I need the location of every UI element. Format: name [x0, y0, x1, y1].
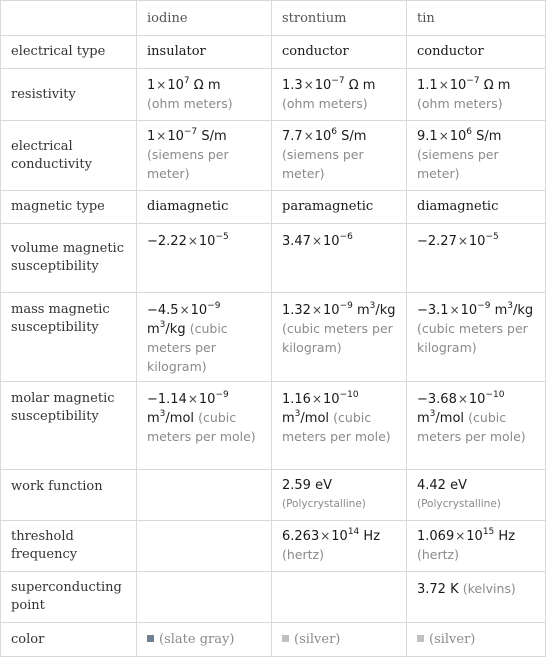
- unit-exponent: 3: [429, 409, 436, 419]
- mantissa: −2.22: [147, 234, 187, 249]
- base-ten: 10: [167, 77, 184, 93]
- unit-description: (cubic meters per kilogram): [417, 321, 528, 355]
- cell-tin: diamagnetic: [407, 191, 546, 224]
- base-ten: 10: [314, 77, 332, 93]
- cell-tin: [407, 293, 546, 382]
- unit: Ω m: [193, 77, 221, 93]
- mantissa: 1.069: [417, 529, 455, 544]
- header-iodine: iodine: [137, 1, 272, 36]
- cell-tin: [407, 470, 546, 521]
- row-electrical-type: [1, 36, 546, 69]
- unit-exponent: 3: [507, 301, 514, 311]
- cell-tin: [407, 382, 546, 470]
- base-ten: 10: [190, 303, 208, 318]
- unit: S/m: [476, 129, 502, 144]
- mantissa: 1: [147, 129, 156, 144]
- unit-description: (ohm meters): [147, 95, 233, 111]
- cell-tin: [407, 623, 546, 657]
- unit: m: [282, 411, 295, 426]
- times-sign: ×: [187, 234, 198, 248]
- row-label: volume magnetic susceptibility: [1, 224, 137, 293]
- times-sign: ×: [311, 303, 323, 317]
- color-name: (slate gray): [159, 631, 235, 647]
- cell-tin: [407, 121, 546, 191]
- times-sign: ×: [438, 77, 449, 92]
- mantissa: 1.1: [417, 77, 438, 93]
- unit-denominator: /mol: [300, 411, 330, 426]
- unit-description: (cubic meters per mole): [282, 410, 391, 444]
- row-label: mass magnetic susceptibility: [1, 293, 137, 382]
- header-row: [1, 1, 546, 36]
- cell-strontium: [272, 293, 407, 382]
- base-ten: 10: [468, 234, 486, 249]
- times-sign: ×: [311, 234, 323, 248]
- row-label: electrical conductivity: [1, 121, 137, 191]
- times-sign: ×: [311, 392, 323, 406]
- cell-tin: [407, 521, 546, 572]
- times-sign: ×: [457, 234, 468, 248]
- unit: m: [356, 303, 370, 318]
- color-swatch: [147, 635, 154, 642]
- times-sign: ×: [320, 529, 331, 543]
- times-sign: ×: [449, 303, 460, 317]
- unit-description: (hertz): [282, 547, 324, 562]
- row-mass-magnetic-susceptibility: [1, 293, 546, 382]
- exponent: −7: [183, 127, 198, 137]
- cell-tin: [407, 224, 546, 293]
- unit: S/m: [201, 129, 227, 144]
- base-ten: 10: [167, 129, 184, 144]
- unit-description: (ohm meters): [282, 95, 368, 111]
- unit-description: (hertz): [417, 547, 459, 562]
- exponent: −7: [466, 75, 480, 86]
- row-work-function: [1, 470, 546, 521]
- cell-strontium: [272, 224, 407, 293]
- times-sign: ×: [438, 129, 449, 143]
- times-sign: ×: [455, 529, 466, 543]
- unit: m: [417, 411, 430, 426]
- times-sign: ×: [179, 303, 190, 317]
- unit: K: [450, 582, 459, 597]
- unit-description: (cubic meters per kilogram): [282, 321, 393, 355]
- base-ten: 10: [460, 303, 478, 318]
- mantissa: 1: [147, 77, 156, 93]
- header-empty-cell: [1, 1, 137, 36]
- mantissa: 1.16: [282, 392, 311, 407]
- row-superconducting-point: [1, 572, 546, 623]
- color-swatch: [282, 635, 289, 642]
- times-sign: ×: [303, 129, 314, 143]
- unit-description: (siemens per meter): [417, 147, 499, 181]
- unit-description: (kelvins): [462, 581, 516, 596]
- base-ten: 10: [198, 234, 216, 249]
- header-tin: tin: [407, 1, 546, 36]
- exponent: −9: [477, 301, 491, 311]
- row-electrical-conductivity: [1, 121, 546, 191]
- row-volume-magnetic-susceptibility: [1, 224, 546, 293]
- cell-strontium: [272, 623, 407, 657]
- base-ten: 10: [468, 392, 486, 407]
- unit-denominator: /mol: [435, 411, 465, 426]
- times-sign: ×: [156, 77, 167, 92]
- value: 2.59: [282, 478, 311, 493]
- cell-strontium: conductor: [272, 36, 407, 69]
- cell-tin: conductor: [407, 36, 546, 69]
- unit-description: (cubic meters per mole): [417, 410, 526, 444]
- unit: m: [147, 411, 160, 426]
- exponent: 6: [466, 127, 473, 137]
- value: 4.42: [417, 478, 446, 493]
- cell-strontium: paramagnetic: [272, 191, 407, 224]
- cell-strontium: [272, 121, 407, 191]
- exponent: 6: [331, 127, 338, 137]
- value: 3.72: [417, 582, 446, 597]
- note: (Polycrystalline): [417, 498, 501, 510]
- base-ten: 10: [323, 303, 340, 318]
- cell-iodine: [137, 224, 272, 293]
- cell-strontium: [272, 382, 407, 470]
- row-magnetic-type: [1, 191, 546, 224]
- mantissa: −1.14: [147, 392, 187, 407]
- exponent: −6: [339, 232, 353, 242]
- exponent: −7: [331, 75, 345, 86]
- unit-description: (siemens per meter): [282, 147, 364, 181]
- exponent: −9: [207, 301, 221, 311]
- color-name: (silver): [294, 631, 341, 647]
- cell-iodine: insulator: [137, 36, 272, 69]
- exponent: 15: [482, 527, 495, 537]
- exponent: −9: [215, 390, 229, 400]
- mantissa: 1.3: [282, 77, 303, 93]
- times-sign: ×: [156, 129, 167, 143]
- base-ten: 10: [323, 392, 340, 407]
- exponent: 14: [347, 527, 360, 537]
- unit-exponent: 3: [369, 301, 376, 311]
- mantissa: −3.68: [417, 392, 457, 407]
- row-threshold-frequency: [1, 521, 546, 572]
- row-label: threshold frequency: [1, 521, 137, 572]
- cell-iodine: [137, 121, 272, 191]
- exponent: 7: [183, 75, 190, 86]
- cell-strontium: [272, 470, 407, 521]
- cell-tin: [407, 69, 546, 121]
- row-label: superconducting point: [1, 572, 137, 623]
- base-ten: 10: [466, 529, 483, 544]
- unit-exponent: 3: [159, 320, 166, 330]
- row-label: work function: [1, 470, 137, 521]
- row-label: magnetic type: [1, 191, 137, 224]
- unit: m: [494, 303, 508, 318]
- mantissa: 7.7: [282, 129, 303, 144]
- base-ten: 10: [449, 77, 467, 93]
- unit-exponent: 3: [294, 409, 301, 419]
- row-color: [1, 623, 546, 657]
- row-molar-magnetic-susceptibility: [1, 382, 546, 470]
- exponent: −5: [215, 232, 229, 242]
- cell-iodine: [137, 470, 272, 521]
- unit-denominator: /kg: [375, 303, 396, 318]
- cell-strontium: [272, 572, 407, 623]
- mantissa: 6.263: [282, 529, 320, 544]
- exponent: −10: [485, 390, 505, 400]
- unit: S/m: [341, 129, 367, 144]
- cell-iodine: diamagnetic: [137, 191, 272, 224]
- unit-denominator: /kg: [165, 322, 186, 337]
- mantissa: −2.27: [417, 234, 457, 249]
- base-ten: 10: [314, 129, 332, 144]
- row-label: molar magnetic susceptibility: [1, 382, 137, 470]
- unit-description: (siemens per meter): [147, 147, 229, 181]
- unit-description: (cubic meters per mole): [147, 410, 256, 444]
- mantissa: −3.1: [417, 303, 449, 318]
- cell-iodine: [137, 293, 272, 382]
- cell-iodine: [137, 572, 272, 623]
- row-label: color: [1, 623, 137, 657]
- exponent: −9: [339, 301, 353, 311]
- unit: Ω m: [348, 77, 376, 93]
- base-ten: 10: [331, 529, 348, 544]
- color-swatch: [417, 635, 424, 642]
- cell-strontium: [272, 69, 407, 121]
- color-name: (silver): [429, 631, 476, 647]
- mantissa: 3.47: [282, 234, 311, 249]
- unit: m: [147, 322, 160, 337]
- cell-iodine: [137, 69, 272, 121]
- cell-iodine: [137, 382, 272, 470]
- base-ten: 10: [323, 234, 340, 249]
- header-strontium: strontium: [272, 1, 407, 36]
- unit-description: (ohm meters): [417, 95, 503, 111]
- unit-denominator: /kg: [513, 303, 534, 318]
- mantissa: −4.5: [147, 303, 179, 318]
- unit-description: (cubic meters per kilogram): [147, 321, 228, 374]
- mantissa: 1.32: [282, 303, 311, 318]
- unit-denominator: /mol: [165, 411, 195, 426]
- times-sign: ×: [457, 392, 468, 406]
- note: (Polycrystalline): [282, 498, 366, 510]
- unit: eV: [315, 478, 332, 493]
- times-sign: ×: [303, 77, 314, 92]
- row-label: electrical type: [1, 36, 137, 69]
- row-resistivity: [1, 69, 546, 121]
- times-sign: ×: [187, 392, 198, 406]
- unit: Ω m: [483, 77, 511, 93]
- mantissa: 9.1: [417, 129, 438, 144]
- cell-iodine: [137, 521, 272, 572]
- unit-exponent: 3: [159, 409, 166, 419]
- unit: Hz: [498, 529, 516, 544]
- row-label: resistivity: [1, 69, 137, 121]
- base-ten: 10: [198, 392, 216, 407]
- exponent: −10: [339, 390, 359, 400]
- cell-iodine: [137, 623, 272, 657]
- cell-tin: [407, 572, 546, 623]
- exponent: −5: [485, 232, 499, 242]
- cell-strontium: [272, 521, 407, 572]
- unit: Hz: [363, 529, 381, 544]
- unit: eV: [450, 478, 467, 493]
- base-ten: 10: [449, 129, 467, 144]
